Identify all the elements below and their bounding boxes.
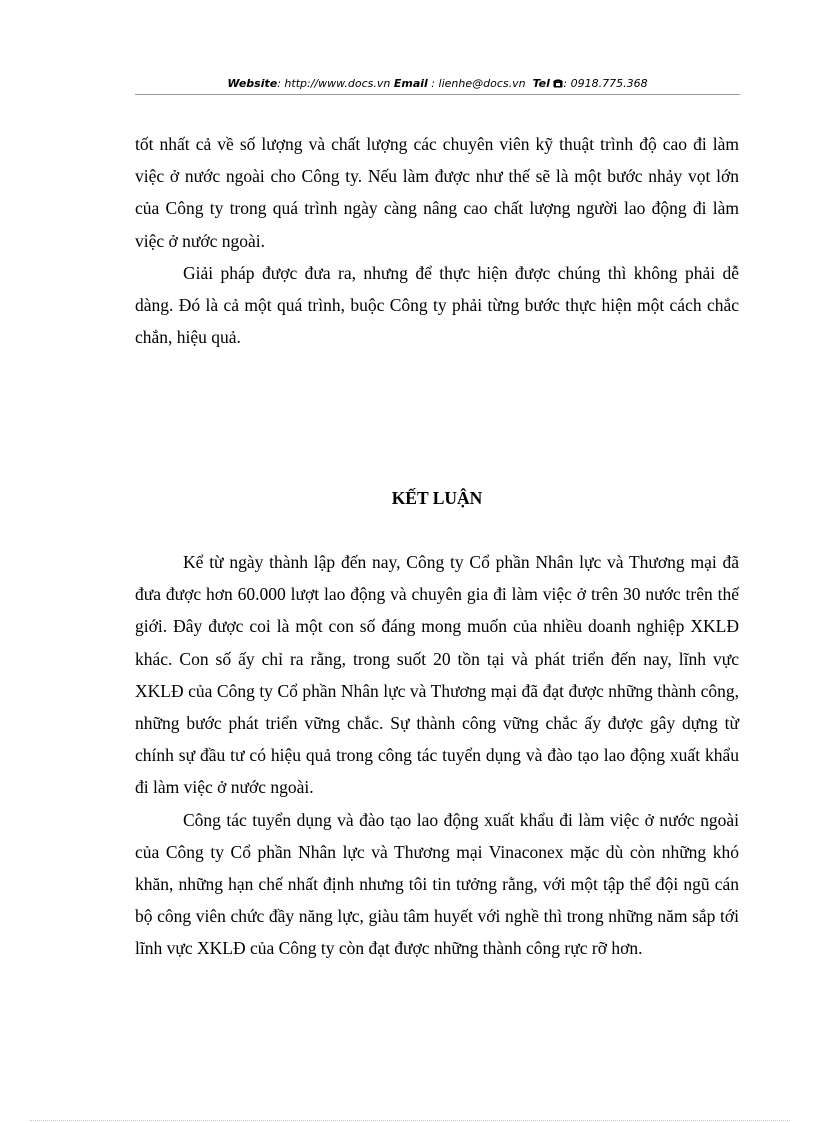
page-bottom-divider xyxy=(30,1120,790,1121)
paragraph: Kể từ ngày thành lập đến nay, Công ty Cổ phần Nhân lực và Thương mại đã đưa được hơn 60.000 lượt lao động và chuyên gia đi làm việc ở trên 30 nước trên thế giới. Đây được coi là một con số đáng mong muốn của nhiều doanh nghiệp XKLĐ khác. Con số ấy chỉ ra rằng, trong suốt 20 tồn tại và phát triển đến nay, lĩnh vực XKLĐ của Công ty Cổ phần Nhân lực và Thương mại đã đạt được những thành công, những bước phát triển vững chắc. Sự thành công vững chắc ấy được gây dựng từ chính sự đầu tư có hiệu quả trong công tác tuyển dụng và đào tạo lao động xuất khẩu đi làm việc ở nước ngoài. xyxy=(135,552,739,798)
conclusion-title: KẾT LUẬN xyxy=(391,488,483,508)
section-continuation xyxy=(135,128,739,353)
website-label: Website xyxy=(227,77,278,90)
page-header xyxy=(135,76,740,95)
paragraph: Giải pháp được đưa ra, nhưng để thực hiện được chúng thì không phải dễ dàng. Đó là cả một quá trình, buộc Công ty phải từng bước thực hiện một cách chắc chắn, hiệu quả. xyxy=(135,262,739,348)
phone-icon xyxy=(553,77,563,86)
tel-label: Tel xyxy=(532,77,550,90)
website-url[interactable]: : http://www.docs.vn xyxy=(277,77,391,90)
tel-number: : 0918.775.368 xyxy=(563,77,648,90)
email-address[interactable]: : lienhe@docs.vn xyxy=(427,77,526,90)
conclusion-body xyxy=(135,546,739,965)
email-label: Email xyxy=(393,77,428,90)
paragraph: tốt nhất cả về số lượng và chất lượng các chuyên viên kỹ thuật trình độ cao đi làm việc ở nước ngoài cho Công ty. Nếu làm được như thế sẽ là một bước nhảy vọt lớn của Công ty trong quá trình ngày càng nâng cao chất lượng người lao động đi làm việc ở nước ngoài. xyxy=(135,134,739,251)
paragraph: Công tác tuyển dụng và đào tạo lao động xuất khẩu đi làm việc ở nước ngoài của Công ty Cổ phần Nhân lực và Thương mại Vinaconex mặc dù còn những khó khăn, những hạn chế nhất định nhưng tôi tin tưởng rằng, với một tập thể đội ngũ cán bộ công viên chức đầy năng lực, giàu tâm huyết với nghề thì trong những năm sắp tới lĩnh vực XKLĐ của Công ty còn đạt được những thành công rực rỡ hơn. xyxy=(135,809,739,959)
